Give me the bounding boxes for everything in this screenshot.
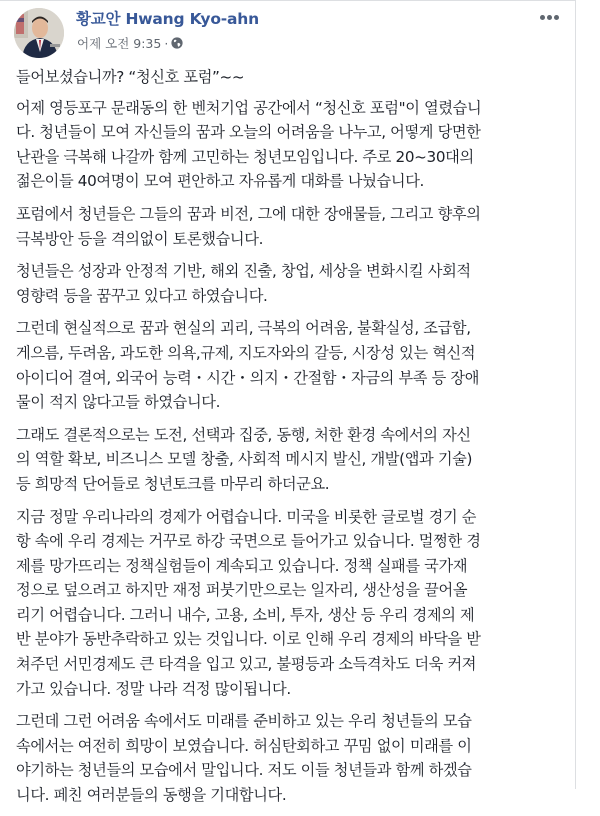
text-line: 들어보셨습니까? “청신호 포럼”~~	[16, 68, 245, 86]
post-paragraph	[16, 505, 564, 702]
text-line: 속에서는 여전히 희망이 보였습니다. 허심탄회하고 꾸밈 없이 미래를 이	[16, 736, 472, 755]
text-line: 아이디어 결여, 외국어 능력・시간・의지・간절함・자금의 부족 등 장애	[16, 368, 480, 387]
more-options-icon	[547, 15, 552, 20]
text-line: 의 역할 확보, 비즈니스 모델 창출, 사회적 메시지 발신, 개발(앱과 기술)	[16, 450, 473, 469]
text-line: 다. 청년들이 모여 자신들의 꿈과 오늘의 어려움을 나누고, 어떻게 당면한	[16, 123, 481, 142]
text-line: 청년들은 성장과 안정적 기반, 해외 진출, 창업, 세상을 변화시킬 사회적	[16, 262, 471, 281]
text-line: 가고 있습니다. 정말 나라 걱정 많이됩니다.	[16, 679, 291, 698]
text-line: 니다. 페친 여러분들의 동행을 기대합니다.	[16, 786, 287, 805]
text-line: 쳐주던 서민경제도 큰 타격을 입고 있고, 불평등과 소득격차도 더욱 커져	[16, 655, 477, 674]
post-paragraph-intro	[16, 65, 564, 90]
text-line: 그래도 결론적으로는 도전, 선택과 집중, 동행, 처한 환경 속에서의 자신	[16, 425, 471, 444]
post-paragraph	[16, 316, 564, 414]
profile-photo-icon	[14, 8, 64, 58]
text-line: 정으로 덮으려고 하지만 재정 퍼붓기만으로는 일자리, 생산성을 끌어올	[16, 581, 468, 600]
text-line: 지금 정말 우리나라의 경제가 어렵습니다. 미국을 비롯한 글로벌 경기 순	[16, 507, 477, 526]
text-line: 야기하는 청년들의 모습에서 말입니다. 저도 이들 청년들과 함께 하겠습	[16, 761, 472, 780]
text-line: 그런데 그런 어려움 속에서도 미래를 준비하고 있는 우리 청년들의 모습	[16, 712, 472, 731]
text-line: 그런데 현실적으로 꿈과 현실의 괴리, 극복의 어려움, 불확실성, 조급함,	[16, 319, 471, 338]
more-options-icon	[554, 15, 559, 20]
text-line: 극복방안 등을 격의없이 토론했습니다.	[16, 229, 264, 248]
text-line: 게으름, 두려움, 과도한 의욕,규제, 지도자와의 갈등, 시장성 있는 혁신적	[16, 343, 476, 362]
text-line: 리기 어렵습니다. 그러니 내수, 고용, 소비, 투자, 생산 등 우리 경제의 제	[16, 605, 475, 624]
text-line: 난관을 극복해 나갈까 함께 고민하는 청년모임입니다. 주로 20~30대의	[16, 147, 474, 166]
avatar[interactable]	[14, 8, 64, 58]
more-options-icon	[540, 15, 545, 20]
post-header	[0, 1, 575, 61]
post-paragraph	[16, 709, 564, 807]
post-meta	[77, 34, 183, 52]
globe-icon[interactable]	[171, 37, 183, 49]
text-line: 어제 영등포구 문래동의 한 벤처기업 공간에서 “청신호 포럼"이 열렸습니	[16, 98, 482, 117]
text-line: 물이 적지 않다고들 하였습니다.	[16, 393, 221, 412]
text-line: 항 속에 우리 경제는 거꾸로 하강 국면으로 들어가고 있습니다. 멀쩡한 경	[16, 532, 481, 551]
text-line: 젊은이들 40여명이 모여 편안하고 자유롭게 대화를 나눴습니다.	[16, 172, 424, 191]
text-line: 영향력 등을 꿈꾸고 있다고 하였습니다.	[16, 286, 268, 305]
post-paragraph	[16, 96, 564, 194]
post-paragraph	[16, 259, 564, 308]
post-paragraph	[16, 202, 564, 251]
post-timestamp[interactable]: 어제 오전 9:35	[77, 36, 162, 51]
text-line: 제를 망가뜨리는 정책실험들이 계속되고 있습니다. 정책 실패를 국가재	[16, 556, 468, 575]
text-line: 포럼에서 청년들은 그들의 꿈과 비전, 그에 대한 장애물들, 그리고 향후의	[16, 204, 481, 223]
text-line: 반 분야가 동반추락하고 있는 것입니다. 이로 인해 우리 경제의 바닥을 받	[16, 630, 481, 649]
author-name-link[interactable]: 황교안 Hwang Kyo-ahn	[76, 10, 259, 28]
more-options-button[interactable]	[540, 12, 562, 22]
meta-separator: ·	[164, 35, 169, 51]
post-paragraph	[16, 423, 564, 497]
text-line: 등 희망적 단어들로 청년토크를 마무리 하더군요.	[16, 474, 330, 493]
post-body	[16, 65, 564, 816]
